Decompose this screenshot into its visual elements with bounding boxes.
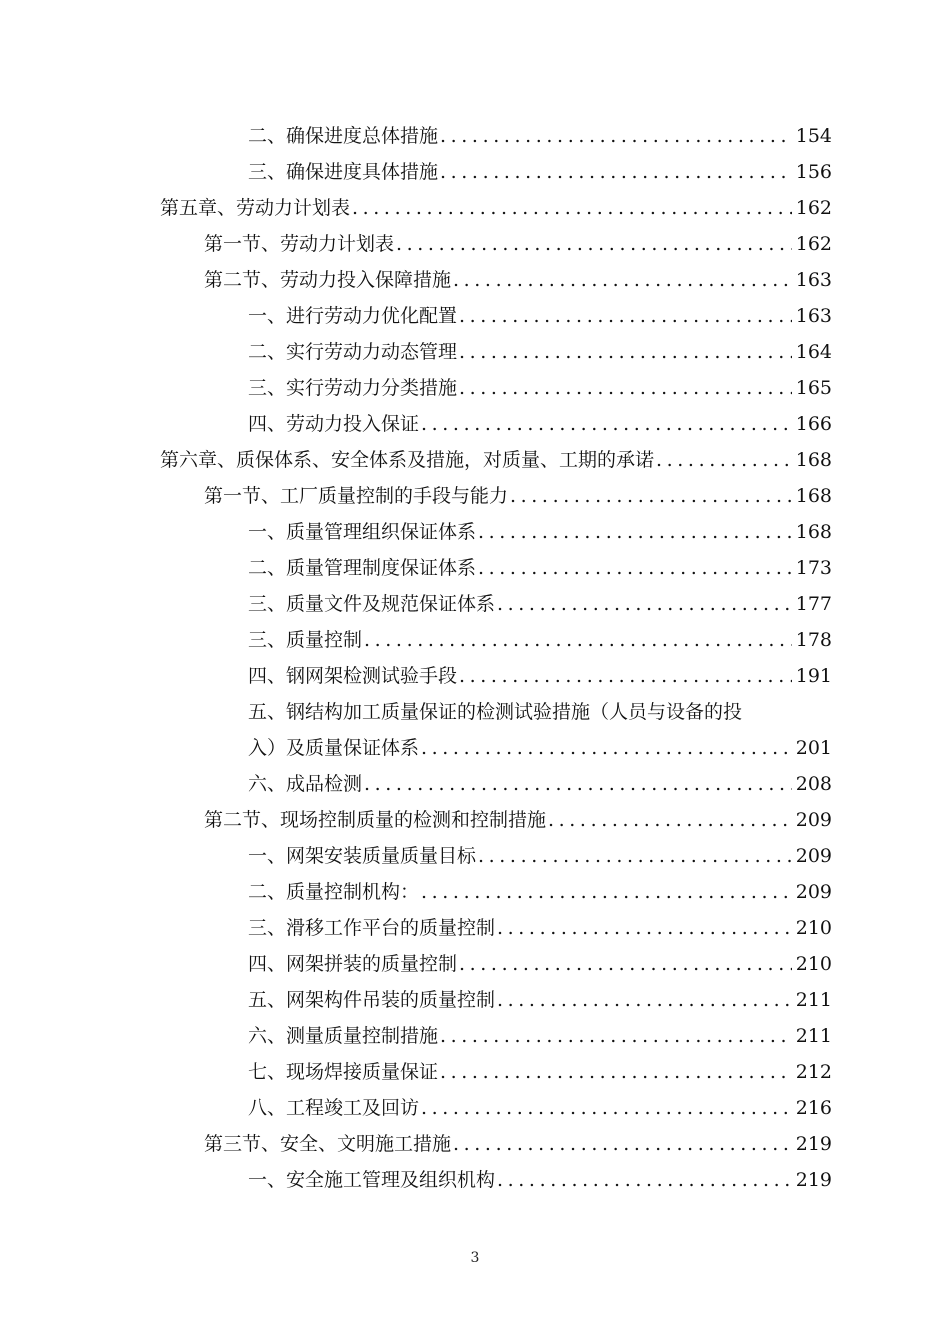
toc-entry-title: 第二节、现场控制质量的检测和控制措施	[204, 809, 547, 831]
toc-entry-page: 164	[795, 341, 832, 363]
toc-entry-page: 178	[795, 629, 832, 651]
toc-entry-chapter[interactable]	[0, 190, 950, 226]
toc-leader-dots	[453, 1126, 792, 1162]
toc-leader-dots	[478, 514, 792, 550]
toc-entry-title: 二、确保进度总体措施	[248, 125, 439, 147]
toc-leader-dots	[548, 802, 792, 838]
toc-entry-title: 六、成品检测	[248, 773, 363, 795]
toc-entry-title-line2: 入）及质量保证体系	[248, 737, 420, 759]
toc-entry-item[interactable]	[0, 514, 950, 550]
toc-entry-title: 三、实行劳动力分类措施	[248, 377, 458, 399]
toc-entry-title: 第三节、安全、文明施工措施	[204, 1133, 452, 1155]
toc-entry-page: 173	[795, 557, 832, 579]
toc-leader-dots	[459, 946, 792, 982]
toc-leader-dots	[364, 622, 792, 658]
toc-entry-section[interactable]	[0, 1126, 950, 1162]
toc-entry-page: 209	[795, 809, 832, 831]
toc-entry-title: 一、进行劳动力优化配置	[248, 305, 458, 327]
toc-entry-page: 201	[795, 737, 832, 759]
toc-entry-title: 三、确保进度具体措施	[248, 161, 439, 183]
toc-entry-item[interactable]	[0, 982, 950, 1018]
toc-leader-dots	[478, 838, 792, 874]
toc-leader-dots	[396, 226, 792, 262]
toc-entry-title-line1: 五、钢结构加工质量保证的检测试验措施（人员与设备的投	[248, 701, 743, 723]
toc-entry-item[interactable]	[0, 658, 950, 694]
toc-entry-title: 一、安全施工管理及组织机构	[248, 1169, 496, 1191]
page-number: 3	[470, 1250, 480, 1266]
toc-leader-dots	[440, 1018, 792, 1054]
toc-entry-page: 154	[795, 125, 832, 147]
toc-leader-dots	[440, 154, 792, 190]
toc-entry-item[interactable]	[0, 1054, 950, 1090]
toc-entry-item[interactable]	[0, 406, 950, 442]
toc-entry-page: 208	[795, 773, 832, 795]
toc-entry-item[interactable]	[0, 334, 950, 370]
toc-entry-title: 第五章、劳动力计划表	[160, 197, 351, 219]
toc-entry-item[interactable]	[0, 874, 950, 910]
toc-entry-page: 156	[795, 161, 832, 183]
toc-entry-item[interactable]	[0, 946, 950, 982]
toc-entry-page: 168	[795, 521, 832, 543]
toc-entry-item[interactable]	[0, 910, 950, 946]
toc-entry-item[interactable]	[0, 1018, 950, 1054]
toc-leader-dots	[497, 910, 792, 946]
toc-entry-item[interactable]	[0, 838, 950, 874]
toc-entry-item[interactable]	[0, 118, 950, 154]
toc-entry-title: 第二节、劳动力投入保障措施	[204, 269, 452, 291]
toc-leader-dots	[421, 1090, 792, 1126]
toc-leader-dots	[478, 550, 792, 586]
toc-entry-item[interactable]	[0, 370, 950, 406]
toc-entry-page: 211	[795, 989, 832, 1011]
toc-leader-dots	[510, 478, 792, 514]
toc-entry-item[interactable]	[0, 154, 950, 190]
toc-entry-title: 五、网架构件吊装的质量控制	[248, 989, 496, 1011]
toc-leader-dots	[656, 442, 792, 478]
toc-leader-dots	[440, 118, 792, 154]
toc-entry-title: 一、网架安装质量质量目标	[248, 845, 477, 867]
toc-leader-dots	[497, 982, 792, 1018]
toc-entry-title: 第一节、劳动力计划表	[204, 233, 395, 255]
toc-entry-item[interactable]	[0, 622, 950, 658]
toc-entry-page: 168	[795, 449, 832, 471]
toc-entry-title: 七、现场焊接质量保证	[248, 1061, 439, 1083]
toc-entry-page: 219	[795, 1169, 832, 1191]
toc-entry-title: 四、劳动力投入保证	[248, 413, 420, 435]
toc-entry-page: 209	[795, 845, 832, 867]
toc-entry-page: 209	[795, 881, 832, 903]
toc-leader-dots	[459, 334, 792, 370]
toc-entry-title: 第一节、工厂质量控制的手段与能力	[204, 485, 509, 507]
toc-entry-page: 191	[795, 665, 832, 687]
toc-leader-dots	[459, 658, 792, 694]
toc-entry-title: 八、工程竣工及回访	[248, 1097, 420, 1119]
toc-leader-dots	[440, 1054, 792, 1090]
toc-entry-item[interactable]	[0, 766, 950, 802]
toc-entry-title: 一、质量管理组织保证体系	[248, 521, 477, 543]
toc-entry-title: 第六章、质保体系、安全体系及措施，对质量、工期的承诺	[160, 449, 655, 471]
toc-list-after	[0, 766, 950, 1198]
toc-entry-title: 三、质量文件及规范保证体系	[248, 593, 496, 615]
toc-entry-item[interactable]	[0, 1162, 950, 1198]
toc-entry-page: 212	[795, 1061, 832, 1083]
toc-entry-title: 四、钢网架检测试验手段	[248, 665, 458, 687]
toc-leader-dots	[421, 406, 792, 442]
toc-leader-dots	[352, 190, 792, 226]
table-of-contents	[0, 118, 950, 1198]
toc-entry-section[interactable]	[0, 262, 950, 298]
toc-entry-page: 211	[795, 1025, 832, 1047]
toc-entry-page: 163	[795, 269, 832, 291]
toc-entry-line2	[248, 730, 832, 766]
toc-leader-dots	[497, 586, 792, 622]
toc-entry-item[interactable]	[0, 586, 950, 622]
toc-leader-dots	[497, 1162, 792, 1198]
toc-entry-title: 六、测量质量控制措施	[248, 1025, 439, 1047]
toc-entry-page: 163	[795, 305, 832, 327]
toc-leader-dots	[421, 730, 792, 766]
toc-leader-dots	[453, 262, 792, 298]
toc-entry-section[interactable]	[0, 802, 950, 838]
toc-entry-title: 二、实行劳动力动态管理	[248, 341, 458, 363]
toc-entry-page: 177	[795, 593, 832, 615]
toc-entry-title: 三、质量控制	[248, 629, 363, 651]
toc-entry-page: 210	[795, 953, 832, 975]
toc-leader-dots	[459, 298, 792, 334]
toc-entry-item[interactable]	[0, 550, 950, 586]
toc-entry-item[interactable]	[0, 298, 950, 334]
toc-entry-section[interactable]	[0, 478, 950, 514]
toc-entry-page: 219	[795, 1133, 832, 1155]
toc-leader-dots	[364, 766, 792, 802]
toc-entry-page: 162	[795, 197, 832, 219]
toc-entry-title: 四、网架拼装的质量控制	[248, 953, 458, 975]
toc-entry-title: 二、质量管理制度保证体系	[248, 557, 477, 579]
toc-entry-chapter[interactable]	[0, 442, 950, 478]
toc-entry-page: 166	[795, 413, 832, 435]
toc-list-before	[0, 118, 950, 694]
toc-entry-page: 162	[795, 233, 832, 255]
toc-entry-section[interactable]	[0, 226, 950, 262]
toc-entry-title: 三、滑移工作平台的质量控制	[248, 917, 496, 939]
toc-entry-item[interactable]	[0, 1090, 950, 1126]
toc-entry-wrapped[interactable]	[0, 694, 950, 766]
toc-entry-page: 168	[795, 485, 832, 507]
toc-leader-dots	[421, 874, 792, 910]
toc-entry-page: 216	[795, 1097, 832, 1119]
toc-leader-dots	[459, 370, 792, 406]
toc-entry-page: 165	[795, 377, 832, 399]
toc-entry-page: 210	[795, 917, 832, 939]
toc-entry-title: 二、质量控制机构：	[248, 881, 420, 903]
